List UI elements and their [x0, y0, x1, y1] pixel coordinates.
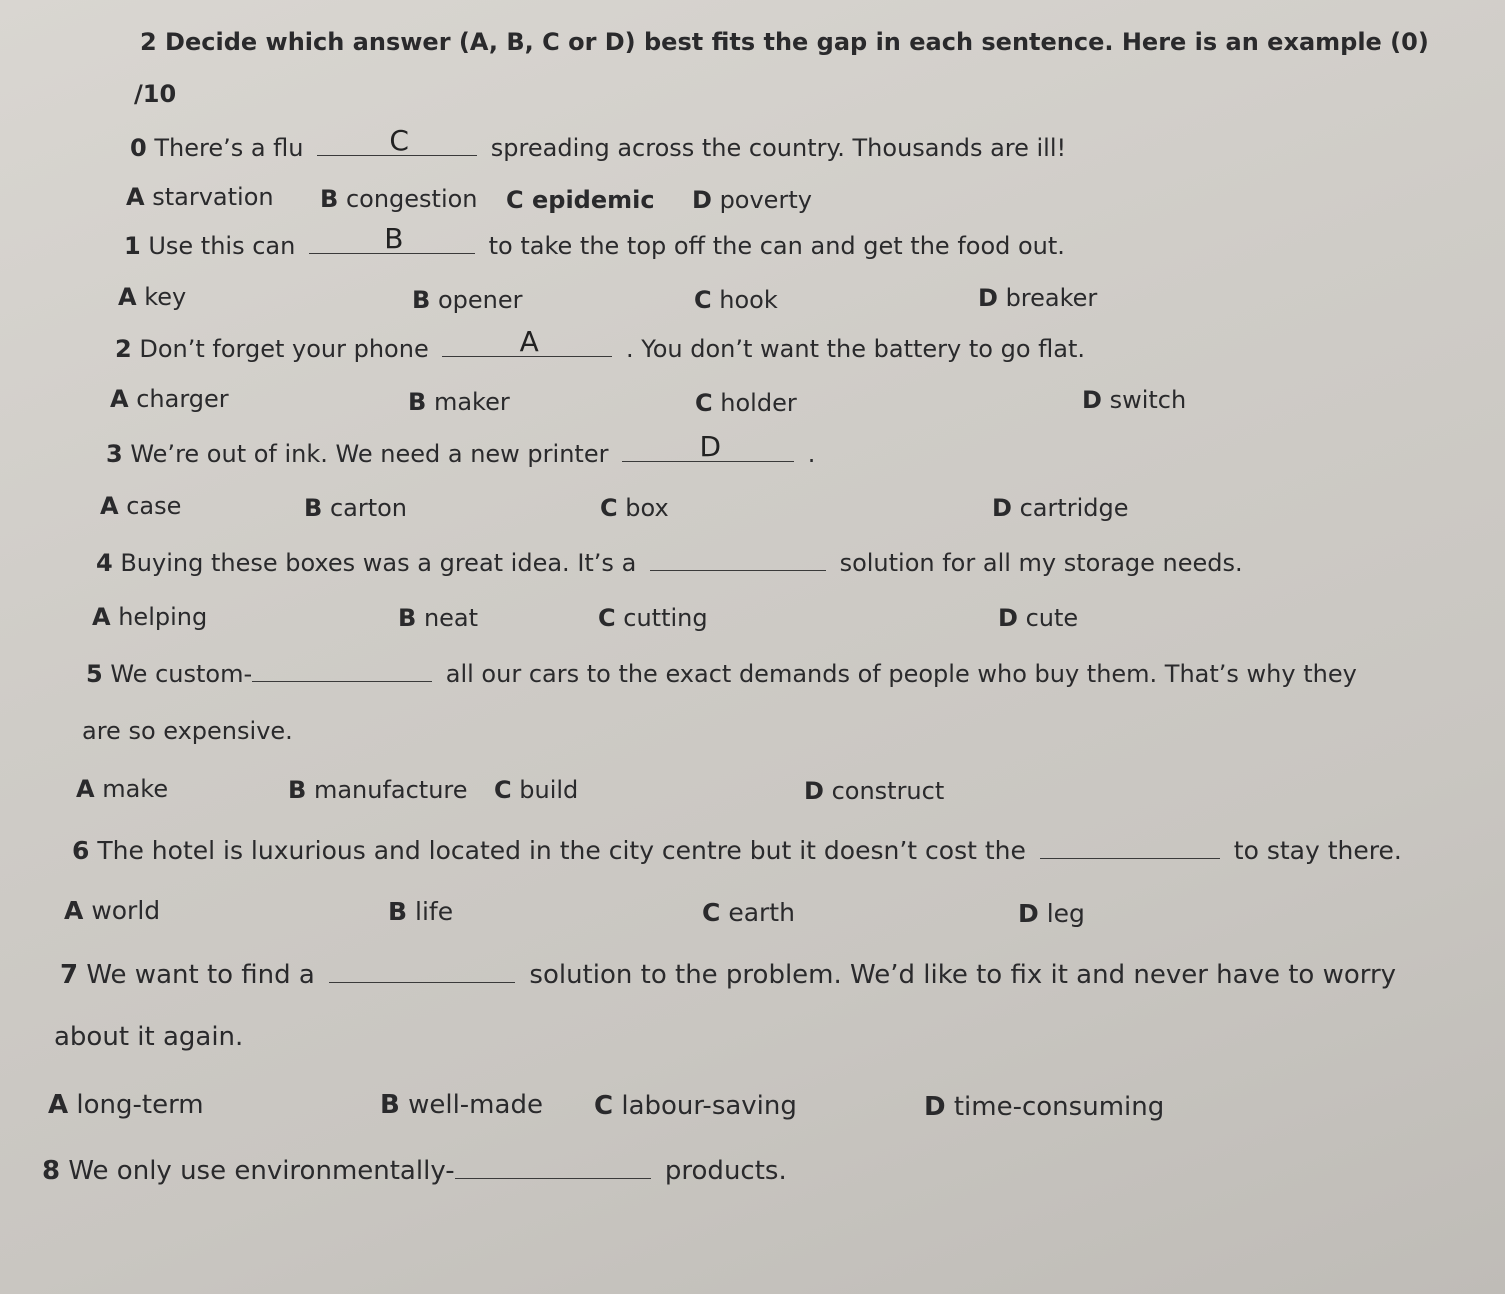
option-7-a[interactable]: A long-term: [48, 1090, 204, 1120]
question-text-before: Buying these boxes was a great idea. It’s a: [120, 549, 637, 577]
option-7-d[interactable]: D time-consuming: [924, 1092, 1165, 1122]
question-text-after: to take the top off the can and get the food out.: [488, 232, 1065, 260]
question-text-after: solution to the problem. We’d like to fix it and never have to worry: [529, 960, 1397, 990]
option-3-b[interactable]: B carton: [304, 494, 408, 522]
question-text-continued: are so expensive.: [82, 717, 293, 745]
question-text-after: products.: [664, 1156, 787, 1186]
question-6: [72, 836, 1402, 865]
option-4-b[interactable]: B neat: [398, 604, 479, 632]
answer-blank[interactable]: [309, 222, 475, 255]
question-text-after: spreading across the country. Thousands are ill!: [490, 134, 1067, 162]
answer-blank[interactable]: [455, 1156, 651, 1179]
answer-blank[interactable]: [252, 659, 432, 682]
answer-blank[interactable]: [650, 548, 826, 571]
question-3: [106, 430, 816, 468]
option-1-b[interactable]: B opener: [412, 286, 523, 314]
question-number: 3: [106, 440, 123, 468]
question-number: 7: [60, 960, 79, 990]
option-6-a[interactable]: A world: [64, 896, 161, 925]
question-4: [96, 548, 1243, 577]
handwritten-answer: A: [519, 325, 539, 358]
option-0-b[interactable]: B congestion: [320, 185, 478, 213]
question-text-after: to stay there.: [1233, 836, 1402, 865]
answer-blank[interactable]: [1040, 836, 1220, 859]
question-5-continued: [82, 717, 293, 745]
option-0-a[interactable]: A starvation: [126, 183, 274, 211]
question-number: 0: [130, 134, 147, 162]
question-2: [115, 325, 1085, 363]
option-5-b[interactable]: B manufacture: [288, 776, 468, 804]
question-7: [60, 960, 1396, 990]
question-text-after: .: [807, 440, 816, 468]
handwritten-answer: C: [389, 124, 409, 157]
question-number: 1: [124, 232, 141, 260]
option-2-a[interactable]: A charger: [110, 385, 229, 413]
handwritten-answer: B: [384, 222, 404, 255]
answer-blank[interactable]: [317, 124, 477, 157]
question-text-continued: about it again.: [54, 1022, 244, 1052]
question-8: [42, 1156, 787, 1186]
question-text-before: We’re out of ink. We need a new printer: [130, 440, 609, 468]
option-1-c[interactable]: C hook: [694, 286, 778, 314]
question-text-before: Use this can: [148, 232, 296, 260]
question-number: 6: [72, 836, 90, 865]
question-text-after: all our cars to the exact demands of people who buy them. That’s why they: [445, 660, 1357, 688]
question-text-before: We custom-: [110, 660, 253, 688]
option-5-a[interactable]: A make: [76, 775, 169, 803]
option-2-c[interactable]: C holder: [695, 389, 797, 417]
option-3-c[interactable]: C box: [600, 494, 669, 522]
question-text-before: The hotel is luxurious and located in the city centre but it doesn’t cost the: [97, 836, 1026, 865]
option-0-d[interactable]: D poverty: [692, 186, 812, 214]
instruction-heading: [140, 28, 1429, 56]
question-text-before: We only use environmentally-: [68, 1156, 455, 1186]
score-label: [134, 80, 176, 108]
option-1-d[interactable]: D breaker: [978, 284, 1098, 312]
option-6-d[interactable]: D leg: [1018, 899, 1085, 928]
answer-blank[interactable]: [442, 325, 612, 358]
question-text-after: solution for all my storage needs.: [839, 549, 1243, 577]
question-number: 4: [96, 549, 113, 577]
option-4-a[interactable]: A helping: [92, 603, 208, 631]
option-3-d[interactable]: D cartridge: [992, 494, 1129, 522]
question-text-before: There’s a flu: [154, 134, 304, 162]
option-7-b[interactable]: B well-made: [380, 1090, 543, 1120]
option-1-a[interactable]: A key: [118, 283, 187, 311]
option-2-d[interactable]: D switch: [1082, 386, 1187, 414]
option-4-d[interactable]: D cute: [998, 604, 1079, 632]
option-4-c[interactable]: C cutting: [598, 604, 708, 632]
answer-blank[interactable]: [329, 960, 515, 983]
question-text-before: We want to find a: [86, 960, 315, 990]
option-2-b[interactable]: B maker: [408, 388, 510, 416]
option-0-c[interactable]: C epidemic: [506, 186, 655, 214]
question-text-before: Don’t forget your phone: [139, 335, 429, 363]
score-text: /10: [134, 80, 177, 108]
option-5-d[interactable]: D construct: [804, 777, 945, 805]
handwritten-answer: D: [699, 430, 722, 463]
question-1: [124, 222, 1065, 260]
question-number: 8: [42, 1156, 61, 1186]
option-6-b[interactable]: B life: [388, 897, 454, 926]
question-7-continued: [54, 1022, 243, 1052]
question-0: [130, 124, 1067, 162]
question-5: [86, 659, 1357, 688]
answer-blank[interactable]: [622, 430, 794, 463]
option-5-c[interactable]: C build: [494, 776, 579, 804]
option-3-a[interactable]: A case: [100, 492, 182, 520]
option-7-c[interactable]: C labour-saving: [594, 1091, 797, 1121]
question-number: 5: [86, 660, 103, 688]
question-text-after: . You don’t want the battery to go flat.: [625, 335, 1085, 363]
option-6-c[interactable]: C earth: [702, 898, 795, 927]
instruction-text: 2 Decide which answer (A, B, C or D) best fits the gap in each sentence. Here is an example (0): [140, 28, 1429, 56]
question-number: 2: [115, 335, 132, 363]
